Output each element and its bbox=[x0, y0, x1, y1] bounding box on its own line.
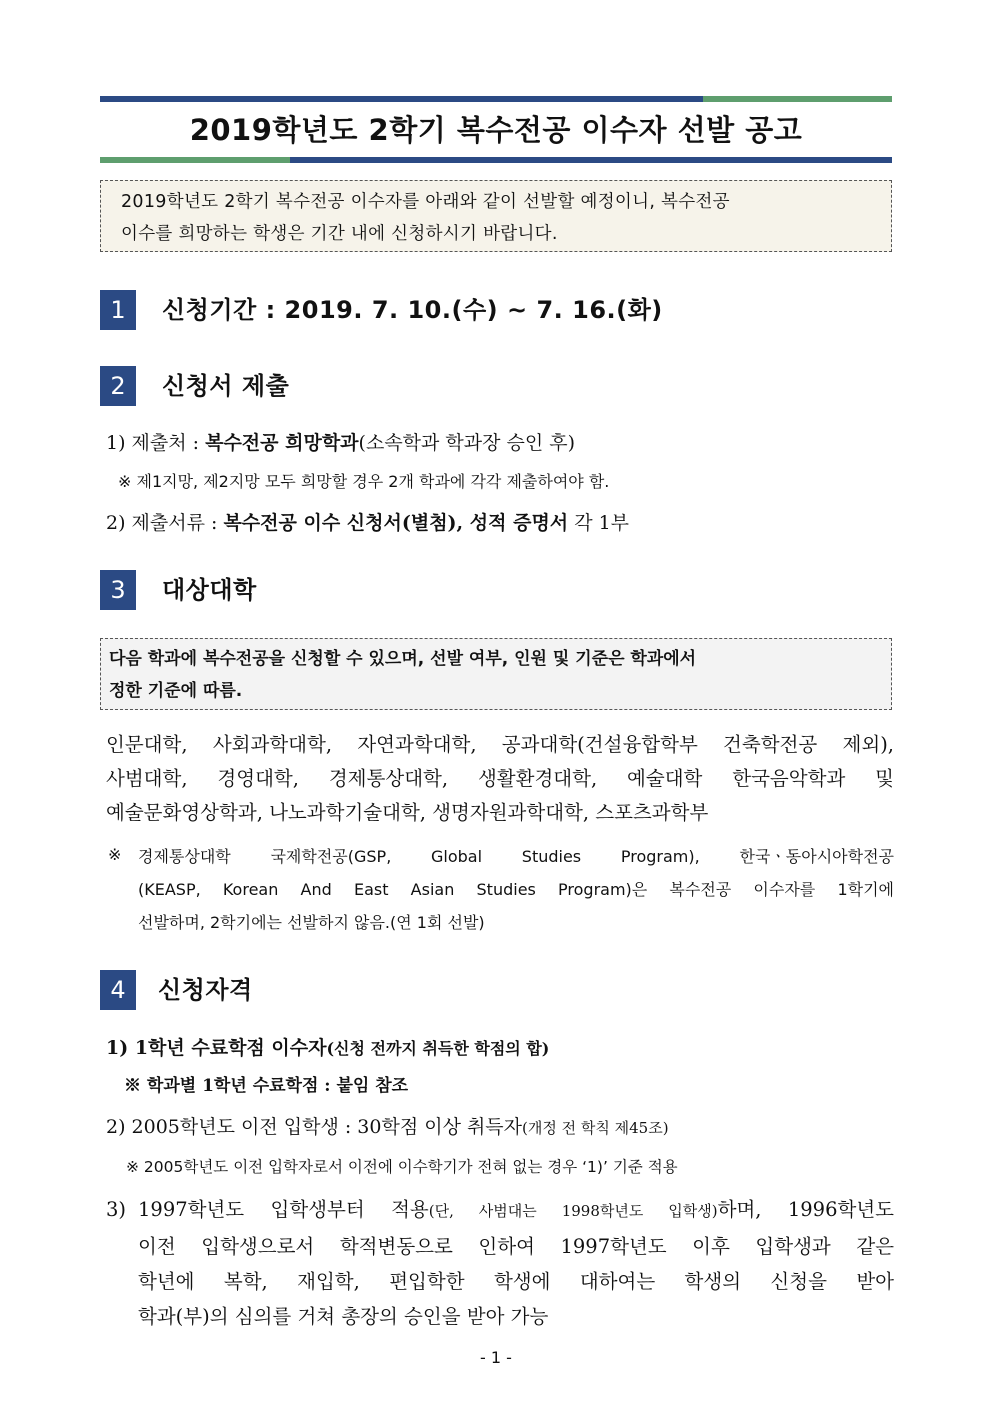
eligibility-note-1: ※ 학과별 1학년 수료학점 : 붙임 참조 bbox=[124, 1076, 409, 1096]
section-title-4: 신청자격 bbox=[158, 976, 253, 1004]
title-top-bar-green bbox=[703, 96, 892, 102]
college-list-line-3: 예술문화영상학과, 나노과학기술대학, 생명자원과학대학, 스포츠과학부 bbox=[106, 801, 709, 824]
college-list-line-2: 사범대학, 경영대학, 경제통상대학, 생활환경대학, 예술대학 한국음악학과 및 bbox=[106, 767, 894, 790]
section-number-1: 1 bbox=[100, 290, 136, 330]
college-list-line-1: 인문대학, 사회과학대학, 자연과학대학, 공과대학(건설융합학부 건축학전공 제외), bbox=[106, 733, 894, 756]
target-note bbox=[138, 840, 894, 939]
eligibility-item-1: 1) 1학년 수료학점 이수자(신청 전까지 취득한 학점의 합) bbox=[106, 1037, 550, 1059]
intro-line-2: 이수를 희망하는 학생은 기간 내에 신청하시기 바랍니다. bbox=[121, 224, 558, 244]
intro-line-1: 2019학년도 2학기 복수전공 이수자를 아래와 같이 선발할 예정이니, 복수전공 bbox=[121, 192, 730, 212]
section-title-2: 신청서 제출 bbox=[162, 372, 290, 400]
eligibility-item-3-line-2: 이전 입학생으로서 학적변동으로 인하여 1997학년도 이후 입학생과 같은 bbox=[138, 1235, 894, 1258]
eligibility-item-3-line-3: 학년에 복학, 재입학, 편입학한 학생에 대하여는 학생의 신청을 받아 bbox=[138, 1270, 894, 1293]
section-title-1: 신청기간 : 2019. 7. 10.(수) ~ 7. 16.(화) bbox=[162, 296, 663, 324]
title-bottom-bar-green bbox=[100, 157, 290, 163]
section-title-3: 대상대학 bbox=[162, 576, 257, 604]
submit-note-1: ※ 제1지망, 제2지망 모두 희망할 경우 2개 학과에 각각 제출하여야 함. bbox=[118, 472, 610, 491]
eligibility-item-3-number: 3) bbox=[106, 1198, 127, 1221]
submit-item-1: 1) 제출처 : 복수전공 희망학과(소속학과 학과장 승인 후) bbox=[106, 432, 576, 454]
section-number-3: 3 bbox=[100, 570, 136, 610]
target-notice-box bbox=[100, 638, 892, 710]
page-number: - 1 - bbox=[480, 1348, 512, 1367]
section-number-2: 2 bbox=[100, 366, 136, 406]
submit-item-2: 2) 제출서류 : 복수전공 이수 신청서(별첨), 성적 증명서 각 1부 bbox=[106, 512, 630, 534]
target-note-line-3: 선발하며, 2학기에는 선발하지 않음.(연 1회 선발) bbox=[138, 913, 485, 932]
eligibility-item-2: 2) 2005학년도 이전 입학생 : 30학점 이상 취득자(개정 전 학칙 제45조) bbox=[106, 1116, 669, 1138]
title-top-bar-navy bbox=[100, 96, 703, 102]
target-notice-line-2: 정한 기준에 따름. bbox=[109, 681, 243, 701]
target-notice-line-1: 다음 학과에 복수전공을 신청할 수 있으며, 선발 여부, 인원 및 기준은 학과에서 bbox=[109, 649, 697, 669]
section-number-4: 4 bbox=[100, 970, 136, 1010]
target-note-line-2: (KEASP, Korean And East Asian Studies Program)은 복수전공 이수자를 1학기에 bbox=[138, 880, 894, 899]
intro-box bbox=[100, 180, 892, 252]
eligibility-note-2: ※ 2005학년도 이전 입학자로서 이전에 이수학기가 전혀 없는 경우 ‘1)’ 기준 적용 bbox=[126, 1158, 678, 1176]
page-title: 2019학년도 2학기 복수전공 이수자 선발 공고 bbox=[189, 113, 803, 147]
eligibility-item-3-line-1: 1997학년도 입학생부터 적용(단, 사범대는 1998학년도 입학생)하며, 1996학년도 bbox=[138, 1198, 894, 1221]
eligibility-item-3 bbox=[138, 1192, 894, 1334]
target-note-mark: ※ bbox=[108, 845, 122, 864]
eligibility-item-3-line-4: 학과(부)의 심의를 거쳐 총장의 승인을 받아 가능 bbox=[138, 1305, 549, 1328]
college-list bbox=[106, 728, 894, 830]
title-bottom-bar-navy bbox=[290, 157, 892, 163]
target-note-line-1: 경제통상대학 국제학전공(GSP, Global Studies Program), 한국ㆍ동아시아학전공 bbox=[138, 847, 894, 866]
